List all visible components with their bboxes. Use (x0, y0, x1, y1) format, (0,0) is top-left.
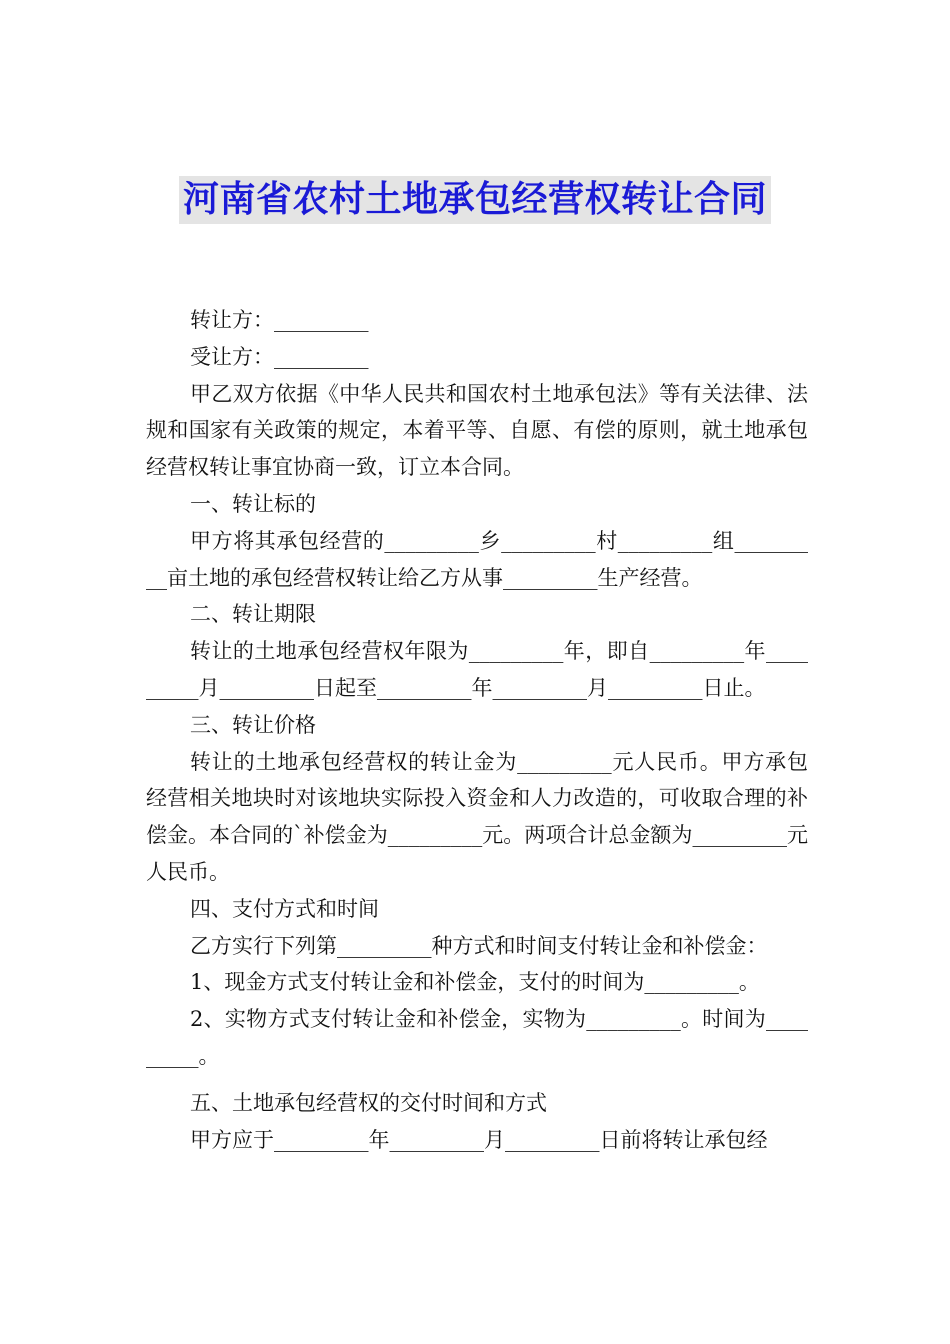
title-container (0, 176, 950, 224)
transferor-line: 转让方：_________ (190, 308, 369, 332)
transferee-line: 受让方：_________ (190, 344, 369, 369)
section-heading-3: 三、转让价格 (190, 712, 316, 737)
section-1-paragraph: 甲方将其承包经营的_________乡_________村_________组_________亩土地的承包经营权转让给乙方从事_________生产经营。 (146, 528, 808, 590)
section-heading-5: 五、土地承包经营权的交付时间和方式 (190, 1090, 547, 1115)
document-title: 河南省农村土地承包经营权转让合同 (179, 176, 771, 224)
section-4-item-1: 1、现金方式支付转让金和补偿金，支付的时间为_________。 (190, 970, 760, 995)
spacer (146, 1075, 808, 1085)
section-2-paragraph: 转让的土地承包经营权年限为_________年，即自_________年_________月_________日起至_________年_________月_________日止。 (146, 639, 808, 700)
section-5-paragraph: 甲方应于_________年_________月_________日前将转让承包经 (190, 1127, 768, 1152)
section-4-paragraph: 乙方实行下列第_________种方式和时间支付转让金和补偿金： (190, 933, 768, 958)
section-heading-1: 一、转让标的 (190, 491, 316, 516)
preamble-paragraph: 甲乙双方依据《中华人民共和国农村土地承包法》等有关法律、法规和国家有关政策的规定，本着平等、自愿、有偿的原则，就土地承包经营权转让事宜协商一致，订立本合同。 (146, 381, 808, 480)
section-heading-2: 二、转让期限 (190, 602, 316, 627)
section-4-item-2: 2、实物方式支付转让金和补偿金，实物为_________。时间为_________。 (146, 1007, 808, 1068)
section-heading-4: 四、支付方式和时间 (190, 896, 379, 921)
section-3-paragraph: 转让的土地承包经营权的转让金为_________元人民币。甲方承包经营相关地块时对该地块实际投入资金和人力改造的，可收取合理的补偿金。本合同的`补偿金为_________元。两项合计总金额为_________元人民币。 (146, 749, 808, 884)
document-body (146, 302, 808, 1158)
